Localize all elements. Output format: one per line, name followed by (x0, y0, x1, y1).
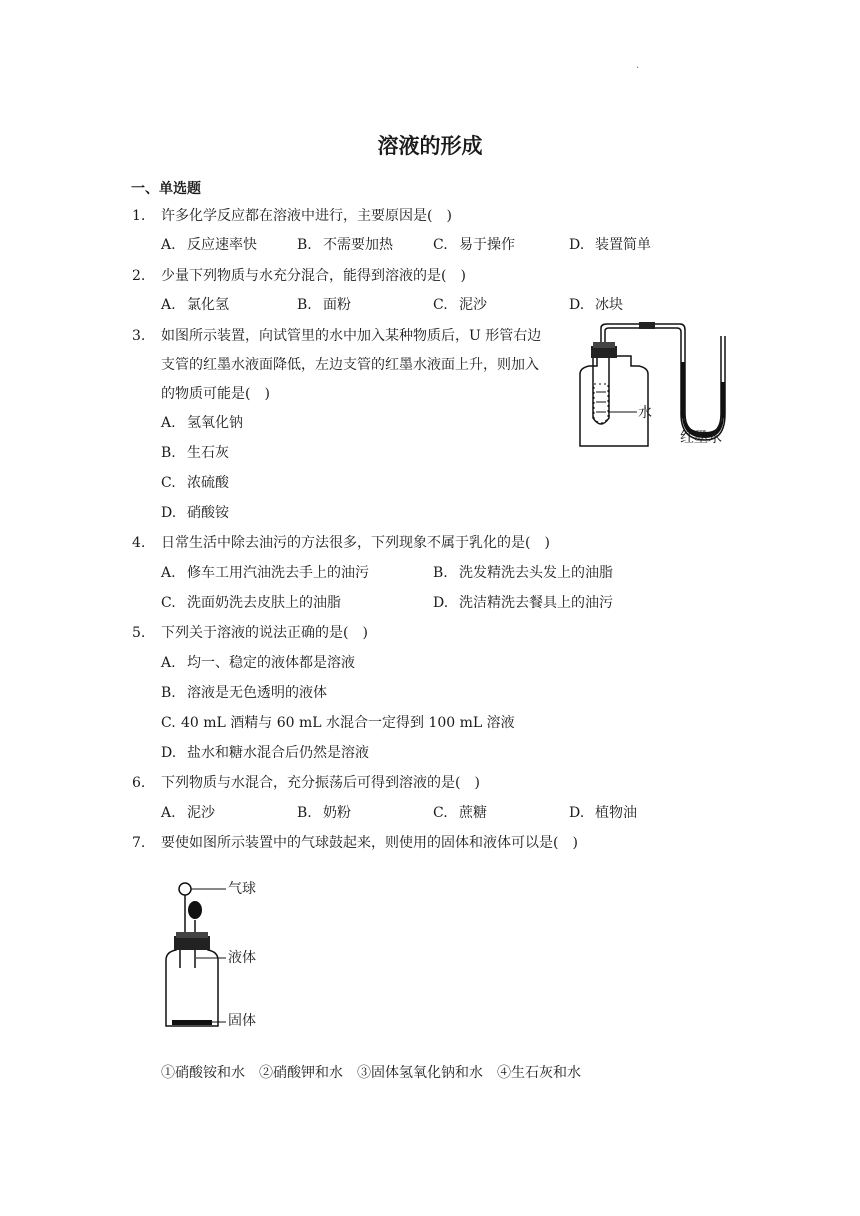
q1-option-d: D. 装置简单 (569, 237, 651, 253)
q1-stem: 许多化学反应都在溶液中进行，主要原因是( ) (161, 208, 452, 224)
q3-option-d: D. 硝酸铵 (161, 505, 229, 521)
section-heading: 一、单选题 (131, 181, 201, 197)
q3-option-c: C. 浓硫酸 (161, 475, 229, 491)
q6-option-c: C. 蔗糖 (433, 805, 487, 821)
q1-number: 1. (132, 208, 146, 224)
q1-option-a: A. 反应速率快 (161, 237, 257, 253)
q2-stem: 少量下列物质与水充分混合，能得到溶液的是( ) (161, 268, 466, 284)
label-balloon: 气球 (228, 881, 256, 897)
q7-choices: ①硝酸铵和水 ②硝酸钾和水 ③固体氢氧化钠和水 ④生石灰和水 (161, 1065, 581, 1081)
q4-option-d: D. 洗洁精洗去餐具上的油污 (433, 595, 613, 611)
q2-option-b: B. 面粉 (297, 297, 351, 313)
q3-stem-line-1: 如图所示装置，向试管里的水中加入某种物质后，U 形管右边 (161, 328, 542, 344)
q6-option-d: D. 植物油 (569, 805, 637, 821)
q5-stem: 下列关于溶液的说法正确的是( ) (161, 625, 368, 641)
q3-stem-line-2: 支管的红墨水液面降低，左边支管的红墨水液面上升，则加入 (161, 357, 539, 373)
q3-stem-line-3: 的物质可能是( ) (161, 386, 270, 402)
q3-option-b: B. 生石灰 (161, 445, 229, 461)
q2-option-a: A. 氯化氢 (161, 297, 229, 313)
q4-option-b: B. 洗发精洗去头发上的油脂 (433, 565, 613, 581)
label-red-ink: 红墨水 (680, 430, 722, 446)
q2-option-c: C. 泥沙 (433, 297, 487, 313)
q4-stem: 日常生活中除去油污的方法很多，下列现象不属于乳化的是( ) (161, 535, 550, 551)
page-title: 溶液的形成 (377, 134, 483, 158)
q4-number: 4. (132, 535, 146, 551)
label-water: 水 (638, 405, 652, 421)
q3-option-a: A. 氢氧化钠 (161, 415, 243, 431)
q1-option-c: C. 易于操作 (433, 237, 515, 253)
q6-option-b: B. 奶粉 (297, 805, 351, 821)
q2-option-d: D. 冰块 (569, 297, 623, 313)
header-mark: . (636, 60, 640, 71)
q5-option-b: B. 溶液是无色透明的液体 (161, 685, 327, 701)
label-liquid: 液体 (228, 950, 256, 966)
q5-option-d: D. 盐水和糖水混合后仍然是溶液 (161, 745, 369, 761)
q5-option-c: C. 40 mL 酒精与 60 mL 水混合一定得到 100 mL 溶液 (161, 715, 515, 731)
q4-option-a: A. 修车工用汽油洗去手上的油污 (161, 565, 369, 581)
balloon-apparatus-figure (160, 878, 230, 1030)
q6-stem: 下列物质与水混合，充分振荡后可得到溶液的是( ) (161, 775, 480, 791)
q3-number: 3. (132, 328, 146, 344)
q4-option-c: C. 洗面奶洗去皮肤上的油脂 (161, 595, 341, 611)
q5-number: 5. (132, 625, 146, 641)
q6-number: 6. (132, 775, 146, 791)
q2-number: 2. (132, 268, 146, 284)
q5-option-a: A. 均一、稳定的液体都是溶液 (161, 655, 355, 671)
q7-number: 7. (132, 835, 146, 851)
q1-option-b: B. 不需要加热 (297, 237, 393, 253)
q7-stem: 要使如图所示装置中的气球鼓起来，则使用的固体和液体可以是( ) (161, 835, 578, 851)
q6-option-a: A. 泥沙 (161, 805, 215, 821)
label-solid: 固体 (228, 1013, 256, 1029)
